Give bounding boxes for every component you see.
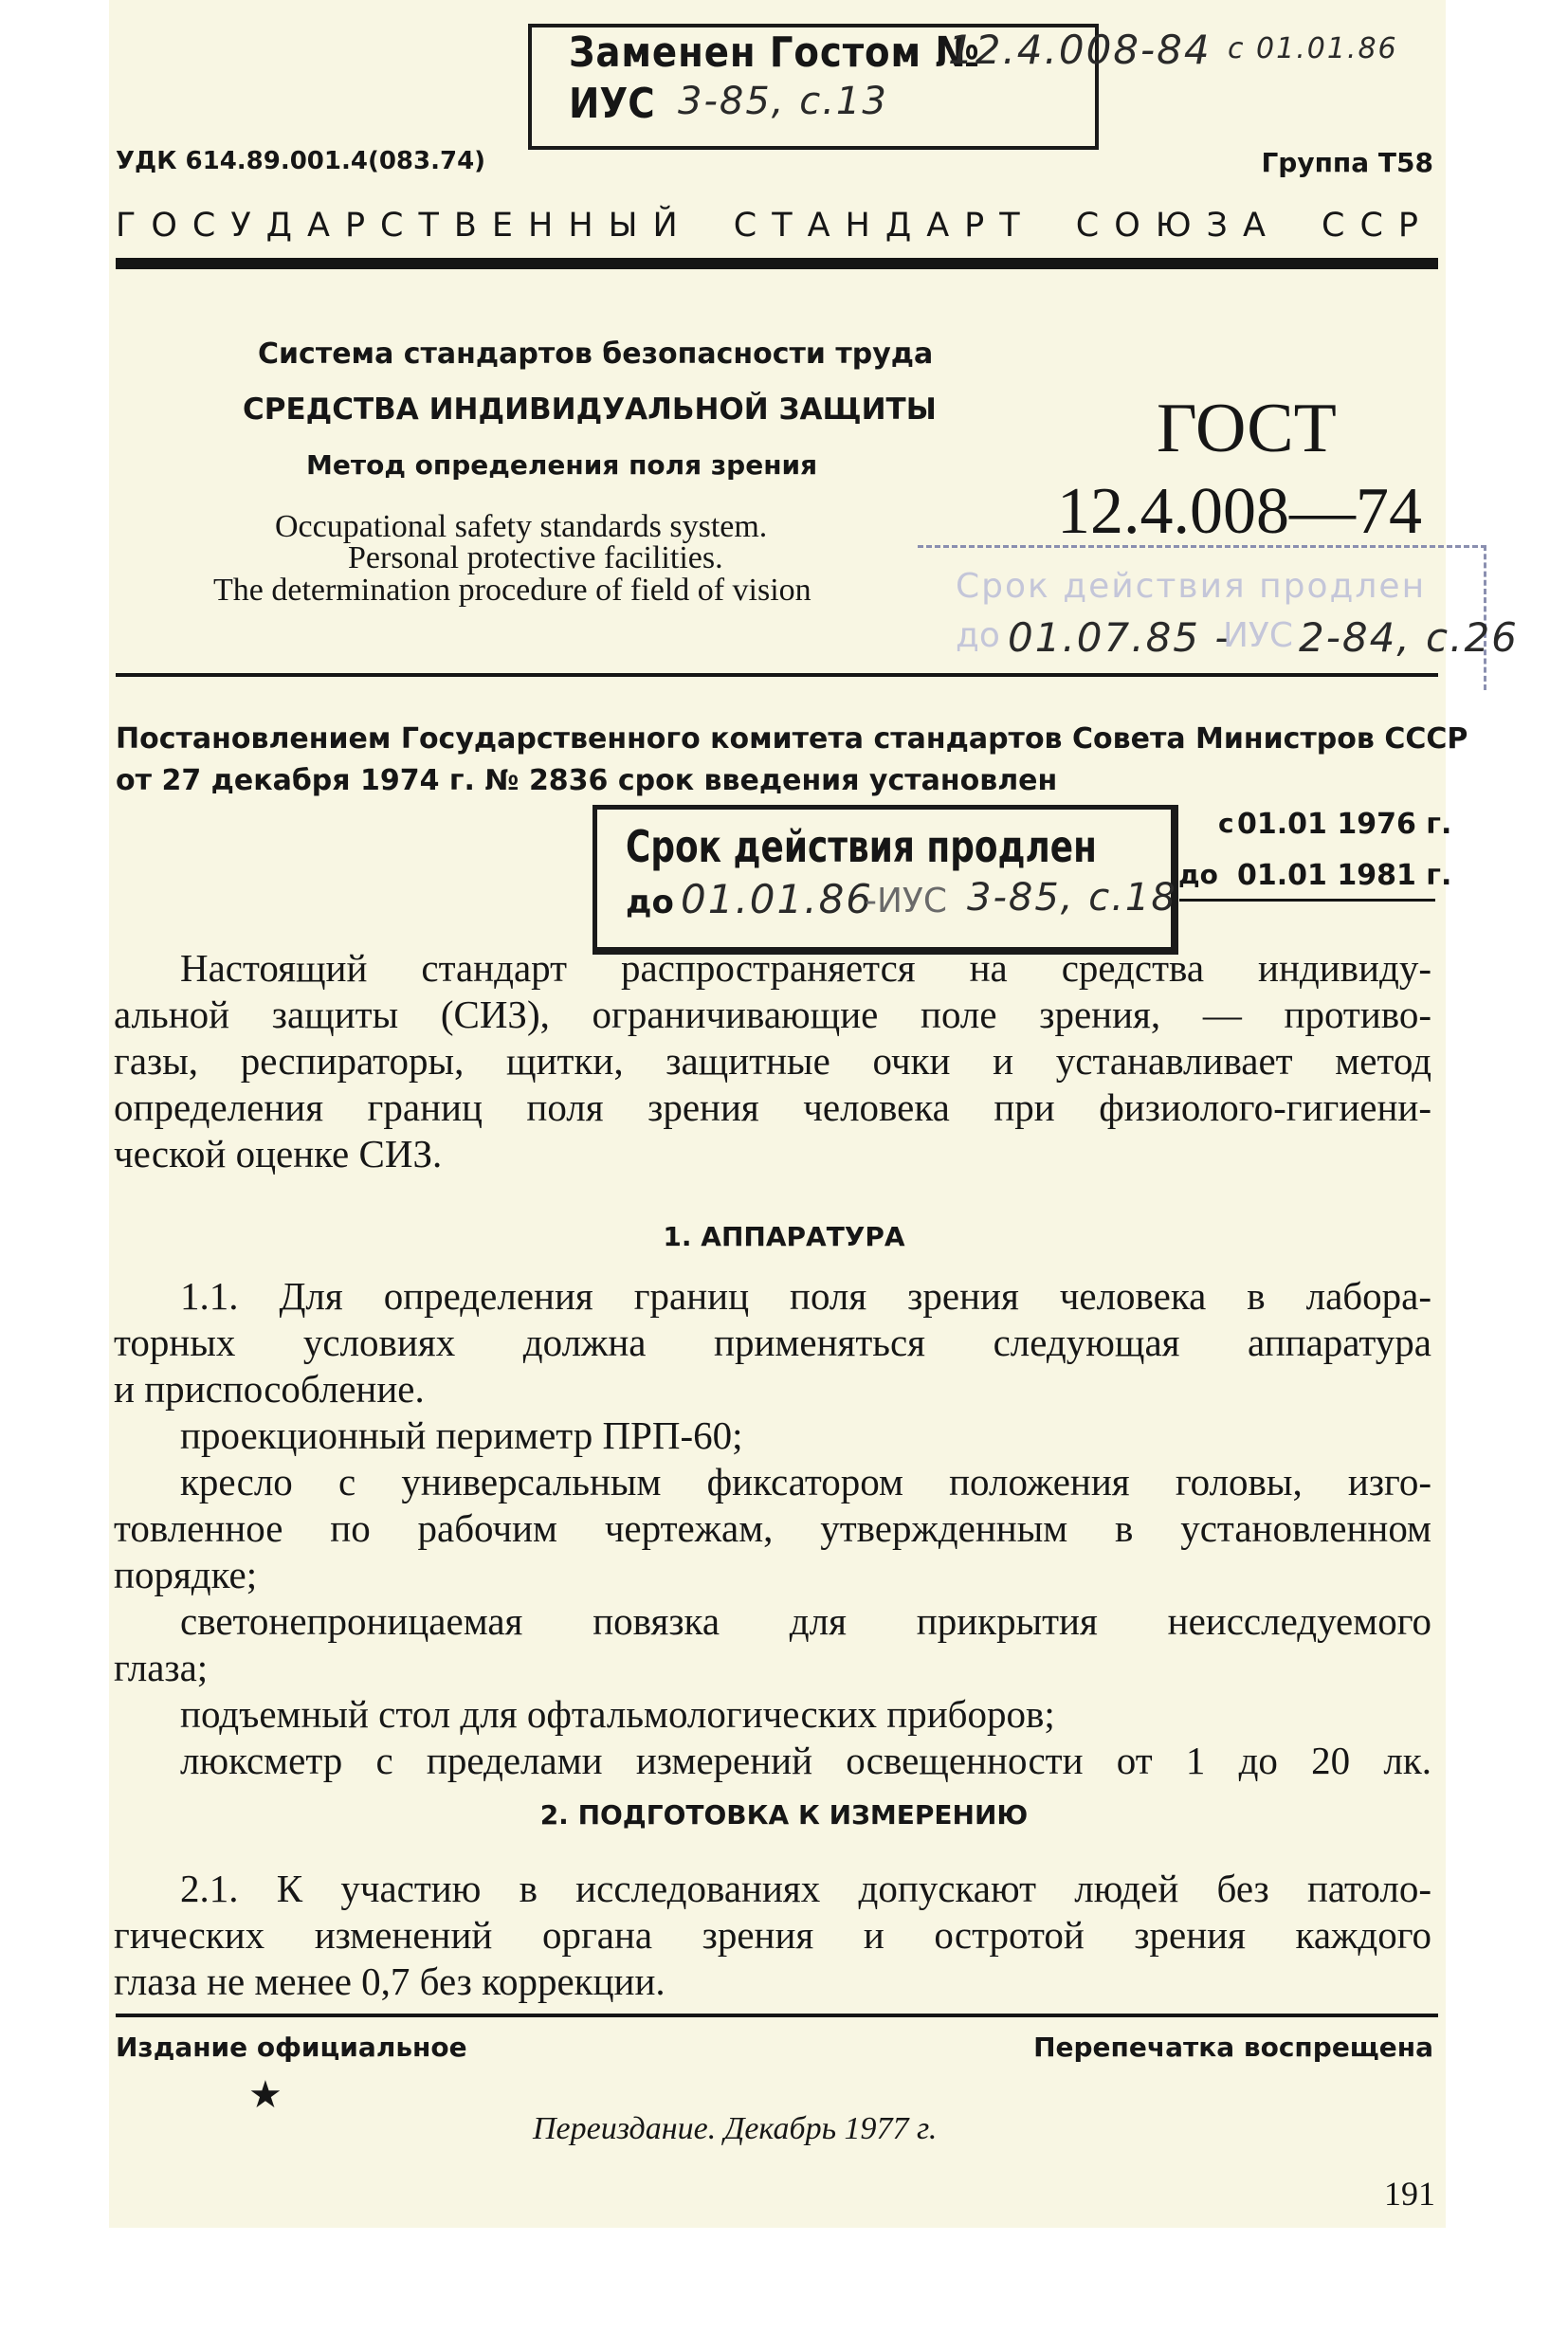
section-1-line: люксметр с пределами измерений освещенности от 1 до 20 лк.: [180, 1739, 1431, 1782]
intro-line: газы, респираторы, щитки, защитные очки и устанавливает метод: [114, 1039, 1431, 1083]
star-icon: ★: [248, 2073, 283, 2116]
replacement-stamp-ius-label: ИУС: [569, 80, 655, 128]
intro-line: ческой оценке СИЗ.: [114, 1132, 443, 1176]
replacement-stamp-ius-number: 3-85, с.13: [678, 80, 888, 123]
replacement-stamp-label: Заменен Гостом №: [569, 28, 980, 77]
standards-system-title: Система стандартов безопасности труда: [258, 337, 934, 371]
decree-line-2: от 27 декабря 1974 г. № 2836 срок введения установлен: [116, 764, 1058, 797]
intro-paragraph: [114, 945, 1431, 1177]
group-code: Группа Т58: [1261, 147, 1433, 178]
official-edition-label: Издание официальное: [116, 2032, 467, 2063]
intro-line: Настоящий стандарт распространяется на средства индивиду-: [180, 946, 1431, 990]
effective-to-prefix: до: [1178, 859, 1218, 890]
udk-code: УДК 614.89.001.4(083.74): [116, 147, 486, 175]
section-2-line: 2.1. К участию в исследованиях допускают людей без патоло-: [180, 1867, 1431, 1910]
effective-from-date: 01.01 1976 г.: [1237, 808, 1452, 841]
effective-from-prefix: с: [1218, 808, 1234, 839]
title-block-rule: [116, 673, 1438, 677]
faded-stamp-line-1: Срок действия продлен: [956, 567, 1427, 606]
extension-stamp-line-1: Срок действия продлен: [626, 821, 1097, 872]
faded-stamp-prefix: до: [956, 616, 1000, 655]
section-1-line: кресло с универсальным фиксатором положения головы, изго-: [180, 1460, 1431, 1504]
extension-stamp-prefix: до: [626, 884, 674, 921]
section-1-line: 1.1. Для определения границ поля зрения человека в лабора-: [180, 1274, 1431, 1318]
section-2-line: глаза не менее 0,7 без коррекции.: [114, 1959, 665, 2003]
effective-to-date: 01.01 1981 г.: [1237, 859, 1452, 892]
extension-stamp-date: 01.01.86: [681, 876, 874, 922]
section-1-line: товленное по рабочим чертежам, утвержденным в установленном: [114, 1506, 1431, 1550]
reprint-prohibited-label: Перепечатка воспрещена: [1033, 2032, 1433, 2063]
section-2-heading: 2. ПОДГОТОВКА К ИЗМЕРЕНИЮ: [539, 1799, 1029, 1831]
section-2-body: [114, 1866, 1431, 2005]
page-number: 191: [1384, 2175, 1435, 2213]
faded-stamp-ius-number: 2-84, с.26: [1299, 614, 1519, 661]
section-1-line: подъемный стол для офтальмологических приборов;: [180, 1692, 1055, 1736]
section-1-line: светонепроницаемая повязка для прикрытия неисследуемого: [180, 1599, 1431, 1643]
effective-dates-rule: [1179, 899, 1435, 902]
faded-stamp-date: 01.07.85 -: [1008, 614, 1231, 661]
state-standard-banner: ГОСУДАРСТВЕННЫЙ СТАНДАРТ СОЮЗА ССР: [116, 207, 1433, 245]
replacement-stamp-number: 12.4.008-84: [948, 27, 1212, 73]
faded-stamp-ius-label: ИУС: [1223, 616, 1294, 655]
section-1-line: и приспособление.: [114, 1367, 425, 1411]
reissue-note: Переиздание. Декабрь 1977 г.: [533, 2111, 938, 2146]
extension-stamp-ius-label: -ИУС: [865, 882, 947, 920]
footer-rule: [116, 2014, 1438, 2017]
section-1-heading: 1. АППАРАТУРА: [663, 1221, 905, 1252]
replacement-stamp-date: с 01.01.86: [1228, 32, 1398, 65]
standard-subtitle: Метод определения поля зрения: [306, 449, 818, 481]
english-title-line-2: Personal protective facilities.: [348, 540, 723, 575]
gost-label: ГОСТ: [1157, 390, 1337, 467]
banner-thick-rule: [116, 258, 1438, 269]
english-title-line-3: The determination procedure of field of vision: [213, 573, 811, 608]
extension-stamp-ius-number: 3-85, с.18: [967, 876, 1177, 920]
section-1-body: [114, 1273, 1431, 1784]
section-1-line: торных условиях должна применяться следующая аппаратура: [114, 1321, 1431, 1364]
standard-main-title: СРЕДСТВА ИНДИВИДУАЛЬНОЙ ЗАЩИТЫ: [243, 392, 937, 427]
section-1-line: порядке;: [114, 1553, 258, 1596]
decree-line-1: Постановлением Государственного комитета стандартов Совета Министров СССР: [116, 722, 1468, 756]
section-2-line: гических изменений органа зрения и остротой зрения каждого: [114, 1913, 1431, 1957]
english-title-line-1: Occupational safety standards system.: [275, 509, 768, 544]
section-1-line: глаза;: [114, 1646, 209, 1689]
gost-number: 12.4.008—74: [1057, 475, 1422, 548]
intro-line: определения границ поля зрения человека при физиолого-гигиени-: [114, 1085, 1431, 1129]
intro-line: альной защиты (СИЗ), ограничивающие поле зрения, — противо-: [114, 993, 1431, 1036]
section-1-line: проекционный периметр ПРП-60;: [180, 1413, 743, 1457]
